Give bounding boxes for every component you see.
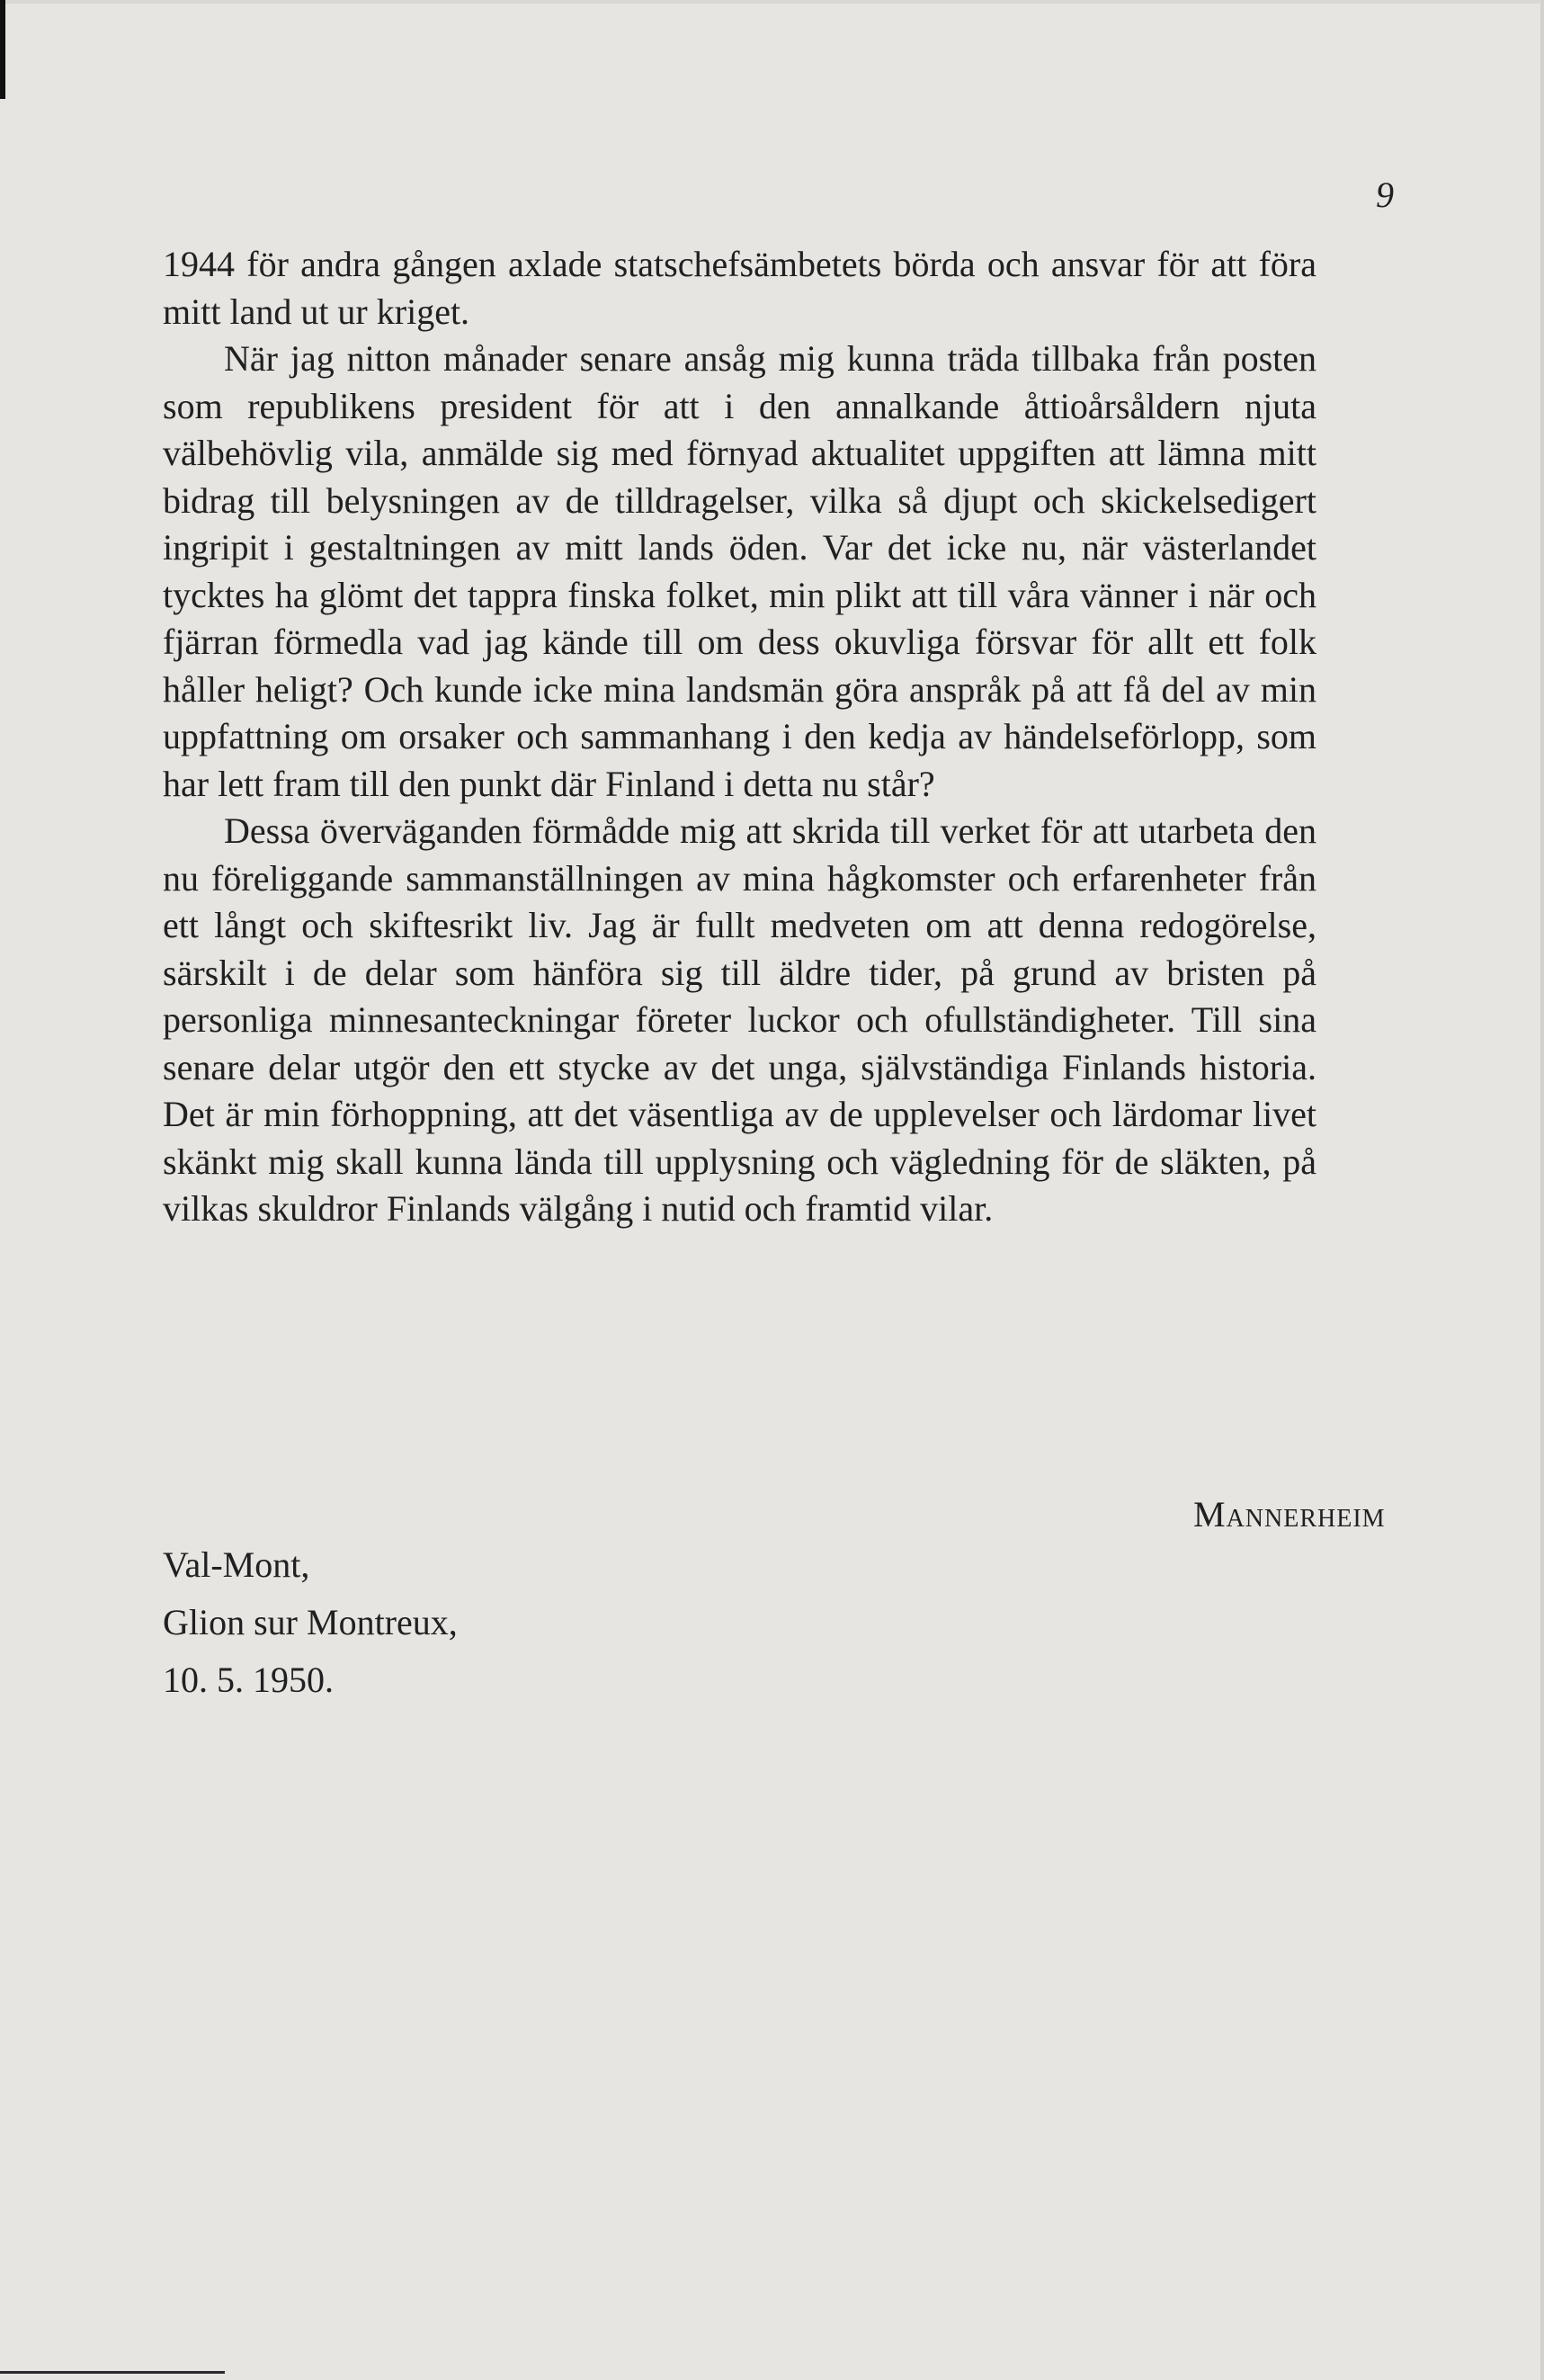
page-number: 9 (1376, 174, 1394, 215)
paragraph-1: 1944 för andra gången axlade statschefsämbetets börda och ansvar för att föra mitt land ut ur kriget. (163, 244, 1316, 332)
scan-edge-left (0, 0, 5, 99)
place-line-2: Glion sur Montreux, (163, 1602, 458, 1642)
place-line-1: Val-Mont, (163, 1544, 310, 1585)
place-date (163, 1536, 458, 1709)
body-text (163, 241, 1316, 1233)
paragraph-3: Dessa överväganden förmådde mig att skrida till verket för att utarbeta den nu föreliggande sammanställningen av mina hågkomster och erfarenheter från ett långt och skiftesrikt liv. Jag är fullt medveten om att denna redogörelse, särskilt i de delar som hänföra sig till äldre tider, på grund av bristen på personliga minnesanteckningar företer luckor och ofullständigheter. Till sina senare delar utgör den ett stycke av det unga, självständiga Finlands historia. Det är min förhoppning, att det väsentliga av de upplevelser och lärdomar livet skänkt mig skall kunna lända till upplysning och vägledning för de släkten, på vilkas skuldror Finlands välgång i nutid och framtid vilar. (163, 810, 1316, 1229)
scan-bottom-line (0, 2371, 225, 2374)
date-line: 10. 5. 1950. (163, 1660, 334, 1700)
paragraph-2: När jag nitton månader senare ansåg mig kunna träda tillbaka från posten som republikens president för att i den annalkande åttioårsåldern njuta välbehövlig vila, anmälde sig med förnyad aktualitet uppgiften att lämna mitt bidrag till belysningen av de tilldragelser, vilka så djupt och skickelsedigert ingripit i gestaltningen av mitt lands öden. Var det icke nu, när västerlandet tycktes ha glömt det tappra finska folket, min plikt att till våra vänner i när och fjärran förmedla vad jag kände till om dess okuvliga försvar för allt ett folk håller heligt? Och kunde icke mina landsmän göra anspråk på att få del av min uppfattning om orsaker och sammanhang i den kedja av händelseförlopp, som har lett fram till den punkt där Finland i detta nu står? (163, 338, 1316, 804)
scan-edge-right (1540, 0, 1544, 2380)
signature: Mannerheim (1193, 1494, 1386, 1534)
scan-edge-top (0, 0, 1544, 4)
